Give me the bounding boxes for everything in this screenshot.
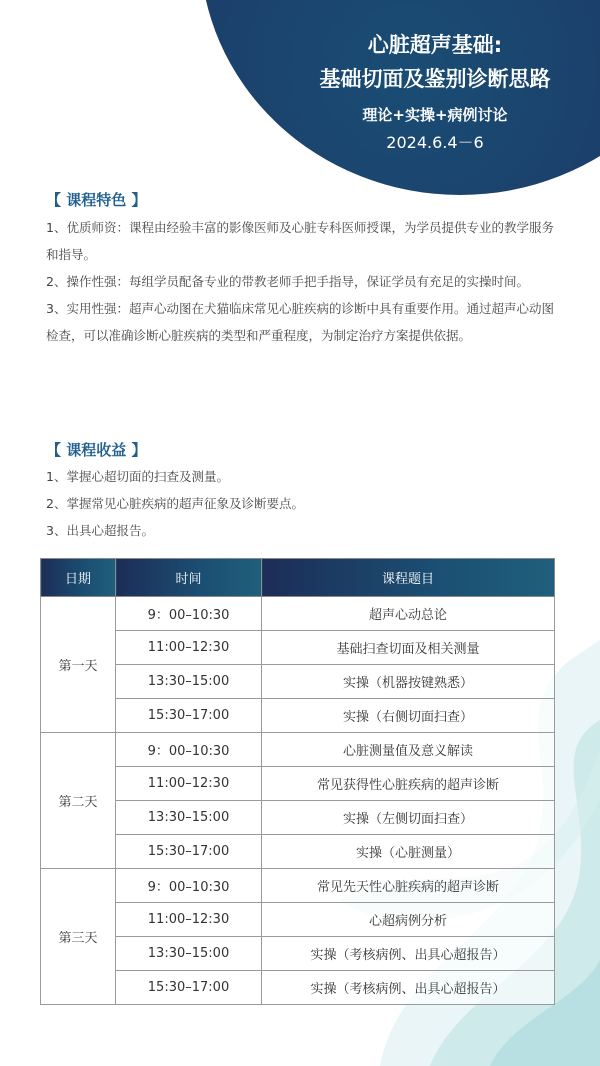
benefit-item: 1、掌握心超切面的扫查及测量。 [46,469,229,484]
table-row [41,631,555,665]
day-cell: 第二天 [41,733,116,869]
table-row [41,869,555,903]
time-cell: 9：00–10:30 [116,597,262,631]
topic-cell: 实操（机器按键熟悉） [262,665,555,699]
time-cell: 13:30–15:00 [116,937,262,971]
benefits-title: 【 课程收益 】 [46,441,147,459]
time-cell: 11:00–12:30 [116,903,262,937]
topic-cell: 心超病例分析 [262,903,555,937]
time-cell: 15:30–17:00 [116,971,262,1005]
course-subtitle: 理论+实操+病例讨论 [362,106,508,124]
topic-cell: 实操（右侧切面扫查） [262,699,555,733]
course-date: 2024.6.4－6 [386,133,484,152]
topic-cell: 实操（考核病例、出具心超报告） [262,971,555,1005]
topic-cell: 常见先天性心脏疾病的超声诊断 [262,869,555,903]
course-title-line1: 心脏超声基础: [367,33,503,57]
time-cell: 9：00–10:30 [116,869,262,903]
feature-item: 1、优质师资：课程由经验丰富的影像医师及心脏专科医师授课，为学员提供专业的教学服务和指导。 [46,220,554,262]
header-topic: 课程题目 [262,559,555,597]
time-cell: 15:30–17:00 [116,835,262,869]
schedule-table [40,558,555,1005]
topic-cell: 实操（左侧切面扫查） [262,801,555,835]
topic-cell: 实操（心脏测量） [262,835,555,869]
topic-cell: 基础扫查切面及相关测量 [262,631,555,665]
header [270,28,600,156]
table-row [41,665,555,699]
feature-item: 2、操作性强：每组学员配备专业的带教老师手把手指导，保证学员有充足的实操时间。 [46,274,529,289]
table-row [41,971,555,1005]
header-time: 时间 [116,559,262,597]
topic-cell: 超声心动总论 [262,597,555,631]
day-cell: 第三天 [41,869,116,1005]
features-title: 【 课程特色 】 [46,191,147,209]
topic-cell: 常见获得性心脏疾病的超声诊断 [262,767,555,801]
benefits-section [46,438,556,544]
benefit-item: 2、掌握常见心脏疾病的超声征象及诊断要点。 [46,496,304,511]
feature-item: 3、实用性强：超声心动图在犬猫临床常见心脏疾病的诊断中具有重要作用。通过超声心动图检查，可以准确诊断心脏疾病的类型和严重程度，为制定治疗方案提供依据。 [46,301,554,343]
time-cell: 13:30–15:00 [116,801,262,835]
table-row [41,801,555,835]
time-cell: 11:00–12:30 [116,631,262,665]
topic-cell: 心脏测量值及意义解读 [262,733,555,767]
features-section [46,188,556,349]
table-row [41,937,555,971]
table-row [41,767,555,801]
time-cell: 11:00–12:30 [116,767,262,801]
topic-cell: 实操（考核病例、出具心超报告） [262,937,555,971]
header-date: 日期 [41,559,116,597]
table-row [41,597,555,631]
table-row [41,733,555,767]
benefit-item: 3、出具心超报告。 [46,523,154,538]
table-header-row [41,559,555,597]
time-cell: 15:30–17:00 [116,699,262,733]
table-row [41,903,555,937]
time-cell: 13:30–15:00 [116,665,262,699]
table-row [41,699,555,733]
table-row [41,835,555,869]
time-cell: 9：00–10:30 [116,733,262,767]
day-cell: 第一天 [41,597,116,733]
course-title-line2: 基础切面及鉴别诊断思路 [319,67,551,91]
